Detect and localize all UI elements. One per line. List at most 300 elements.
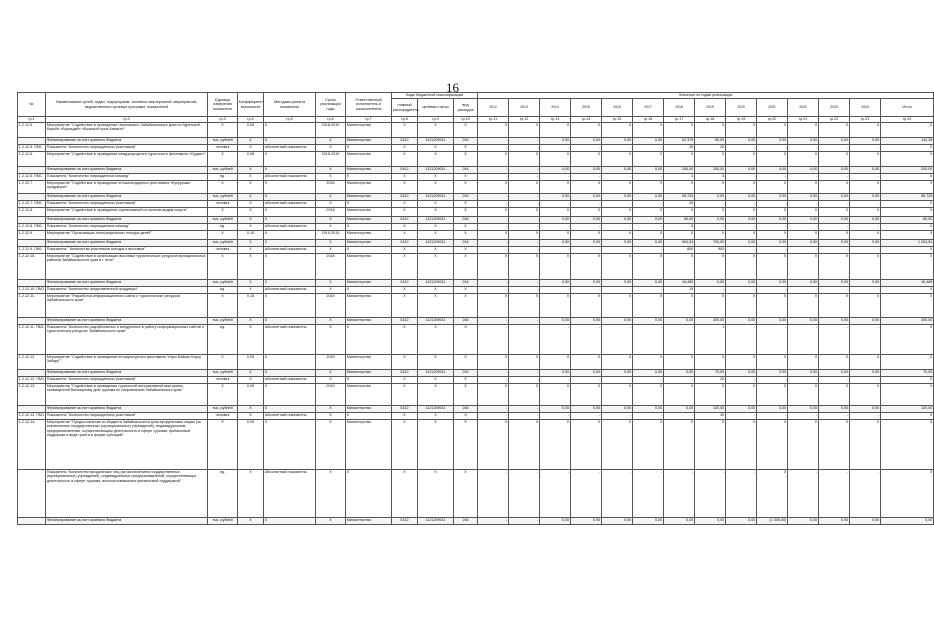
row-coef: X <box>238 174 264 181</box>
row-term: X <box>316 518 346 525</box>
row-name: Мероприятие "Содействие в организации выставки туристических ресурсов муниципальных районов Забайкальского края в г. Чите" <box>46 254 208 280</box>
header-year: 2020 <box>726 99 757 117</box>
row-method: X <box>264 231 316 240</box>
header-num: № <box>18 93 46 117</box>
row-year-value: - <box>819 470 850 518</box>
row-year-value: - <box>633 174 664 181</box>
row-year-value: - <box>788 201 819 208</box>
row-year-value: - <box>478 280 509 287</box>
row-year-value: X <box>478 152 509 167</box>
column-number: гр.1 <box>18 117 46 123</box>
row-year-value: - <box>478 470 509 518</box>
row-name: Финансирование за счет краевого бюджета <box>46 518 208 525</box>
row-year-value: X <box>819 208 850 217</box>
row-year-value: - <box>478 406 509 413</box>
row-year-value: - <box>664 325 695 355</box>
row-year-value: X <box>695 152 726 167</box>
row-year-value: - <box>788 247 819 254</box>
row-year-value: X <box>850 208 881 217</box>
row-number <box>18 138 46 145</box>
row-number <box>18 470 46 518</box>
row-year-value: 0,00 <box>819 167 850 174</box>
row-total: X <box>881 123 934 138</box>
row-year-value: 0,00 <box>602 194 633 201</box>
row-method: Абсолютный показатель <box>264 247 316 254</box>
row-year-value: - <box>788 287 819 294</box>
row-responsible: Министерство <box>346 355 392 370</box>
row-responsible: Министерство <box>346 167 392 174</box>
row-responsible: Министерство <box>346 240 392 247</box>
row-year-value: 0,00 <box>788 217 819 224</box>
column-number: гр.13 <box>540 117 571 123</box>
row-year-value: 0,00 <box>540 217 571 224</box>
row-method: Абсолютный показатель <box>264 201 316 208</box>
row-year-value: X <box>819 420 850 470</box>
row-coef: X <box>238 413 264 420</box>
row-number: 1.2.12.12. ПМ1 <box>18 377 46 384</box>
row-year-value: - <box>540 287 571 294</box>
row-kbk: X <box>454 208 478 217</box>
row-year-value: - <box>850 470 881 518</box>
row-year-value: X <box>602 420 633 470</box>
row-method: X <box>264 294 316 318</box>
row-year-value: X <box>788 123 819 138</box>
row-year-value: X <box>540 420 571 470</box>
column-number: гр.22 <box>819 117 850 123</box>
row-year-value: X <box>819 181 850 194</box>
financing-row <box>18 280 934 287</box>
table-header <box>18 93 934 123</box>
row-method: X <box>264 217 316 224</box>
row-year-value: - <box>571 247 602 254</box>
row-year-value: X <box>695 181 726 194</box>
row-year-value: - <box>571 224 602 231</box>
row-method: X <box>264 254 316 280</box>
row-unit: ед. <box>208 470 238 518</box>
column-number: гр.14 <box>571 117 602 123</box>
row-year-value: - <box>602 470 633 518</box>
row-year-value: - <box>509 413 540 420</box>
row-year-value: - <box>540 325 571 355</box>
row-year-value: X <box>850 152 881 167</box>
row-term: X <box>316 318 346 325</box>
row-kbk: 0412 <box>392 370 418 377</box>
row-year-value: - <box>540 470 571 518</box>
indicator-row <box>18 224 934 231</box>
column-number: гр.17 <box>664 117 695 123</box>
row-year-value: 0,00 <box>757 280 788 287</box>
row-number: 1.2.12.12. <box>18 355 46 370</box>
row-year-value: X <box>571 208 602 217</box>
row-kbk: X <box>392 287 418 294</box>
row-year-value: 0,00 <box>633 406 664 413</box>
row-year-value: X <box>726 384 757 406</box>
header-year: 2013 <box>509 99 540 117</box>
row-number: 1.2.12.5. ПМ1 <box>18 145 46 152</box>
program-table <box>17 92 934 525</box>
header-year: 2015 <box>571 99 602 117</box>
indicator-row <box>18 247 934 254</box>
row-year-value: - <box>757 224 788 231</box>
row-year-value: X <box>850 355 881 370</box>
header-method: Методика расчета показателя <box>264 93 316 117</box>
row-responsible: Министерство <box>346 384 392 406</box>
row-year-value: - <box>726 201 757 208</box>
row-year-value: X <box>726 420 757 470</box>
row-year-value: 30 <box>664 145 695 152</box>
row-year-value: - <box>571 325 602 355</box>
financing-row <box>18 406 934 413</box>
row-year-value: - <box>602 377 633 384</box>
row-kbk: X <box>454 247 478 254</box>
row-year-value: 0,00 <box>695 518 726 525</box>
row-kbk: X <box>418 325 454 355</box>
row-year-value: 30 <box>695 413 726 420</box>
row-year-value: - <box>478 201 509 208</box>
row-responsible: Министерство <box>346 217 392 224</box>
row-year-value: - <box>478 325 509 355</box>
row-kbk: X <box>454 224 478 231</box>
row-responsible: Министерство <box>346 138 392 145</box>
row-year-value: X <box>757 420 788 470</box>
row-number: 1.2.12.9. <box>18 231 46 240</box>
row-coef: X <box>238 208 264 217</box>
row-method: X <box>264 123 316 138</box>
row-coef: X <box>238 318 264 325</box>
row-year-value: - <box>478 247 509 254</box>
row-total: X <box>881 294 934 318</box>
row-kbk: X <box>392 123 418 138</box>
row-year-value: - <box>478 413 509 420</box>
row-number: 1.2.12.9. ПМ1 <box>18 247 46 254</box>
row-number <box>18 370 46 377</box>
row-year-value: 0,00 <box>757 194 788 201</box>
column-number: гр.12 <box>509 117 540 123</box>
row-year-value: - <box>571 201 602 208</box>
row-year-value: 0,00 <box>788 167 819 174</box>
row-coef: X <box>238 377 264 384</box>
row-kbk: 244 <box>454 217 478 224</box>
financing-row <box>18 318 934 325</box>
row-total: 80,00 <box>881 217 934 224</box>
header-kbk-0: главный распорядитель <box>392 99 418 117</box>
row-year-value: 0,00 <box>726 217 757 224</box>
row-unit: X <box>208 152 238 167</box>
row-year-value: - <box>509 280 540 287</box>
row-year-value: X <box>478 123 509 138</box>
row-year-value: X <box>757 355 788 370</box>
row-name: Финансирование за счет краевого бюджета <box>46 217 208 224</box>
row-year-value: 0,00 <box>602 318 633 325</box>
row-year-value: - <box>788 377 819 384</box>
row-year-value: 0,00 <box>571 370 602 377</box>
row-year-value: 0,00 <box>540 280 571 287</box>
row-kbk: X <box>392 145 418 152</box>
row-year-value: 300,00 <box>695 318 726 325</box>
row-year-value: X <box>540 294 571 318</box>
column-number: гр.20 <box>757 117 788 123</box>
row-kbk: X <box>418 123 454 138</box>
row-coef: 0,05 <box>238 384 264 406</box>
row-responsible: Министерство <box>346 208 392 217</box>
row-year-value: - <box>819 325 850 355</box>
row-unit: X <box>208 420 238 470</box>
row-year-value: - <box>509 240 540 247</box>
row-year-value: 0,00 <box>850 167 881 174</box>
row-kbk: X <box>392 325 418 355</box>
row-term: X <box>316 224 346 231</box>
row-year-value: - <box>819 201 850 208</box>
row-name: Показатель " Количество участников поездок и выставок" <box>46 247 208 254</box>
row-year-value: X <box>478 294 509 318</box>
row-year-value: 0,00 <box>819 240 850 247</box>
row-coef: X <box>238 240 264 247</box>
row-number <box>18 280 46 287</box>
row-year-value: 0,00 <box>540 406 571 413</box>
row-year-value: 0,00 <box>819 280 850 287</box>
row-year-value: - <box>633 470 664 518</box>
row-year-value: - <box>509 174 540 181</box>
row-term: 2018-2019 <box>316 123 346 138</box>
row-total: 70,00 <box>881 370 934 377</box>
row-name: Мероприятие "Содействие в проведении этнокультурного фестиваля "Игры Байкал Баргу Забару"" <box>46 355 208 370</box>
row-year-value: X <box>571 181 602 194</box>
row-year-value: 5 <box>757 470 788 518</box>
indicator-row <box>18 470 934 518</box>
row-year-value: - <box>819 224 850 231</box>
row-year-value: X <box>602 384 633 406</box>
row-year-value: X <box>509 123 540 138</box>
row-year-value: - <box>850 325 881 355</box>
row-year-value: - <box>819 174 850 181</box>
row-year-value: - <box>540 377 571 384</box>
row-term: X <box>316 145 346 152</box>
row-year-value: X <box>726 181 757 194</box>
row-year-value: X <box>478 231 509 240</box>
indicator-row <box>18 377 934 384</box>
row-year-value: X <box>850 420 881 470</box>
row-total: 200,00 <box>881 167 934 174</box>
row-year-value: X <box>602 208 633 217</box>
row-term: X <box>316 370 346 377</box>
measure-row <box>18 420 934 470</box>
measure-row <box>18 208 934 217</box>
row-total: 16,465 <box>881 280 934 287</box>
row-kbk: X <box>454 420 478 470</box>
row-kbk: X <box>418 377 454 384</box>
row-responsible: X <box>346 287 392 294</box>
row-year-value: - <box>478 138 509 145</box>
row-kbk: X <box>392 413 418 420</box>
measure-row <box>18 231 934 240</box>
row-unit: ед. <box>208 325 238 355</box>
row-year-value: 0,00 <box>726 280 757 287</box>
row-kbk: 0412 <box>392 318 418 325</box>
header-year: 2023 <box>819 99 850 117</box>
row-year-value: X <box>571 355 602 370</box>
row-year-value: - <box>540 413 571 420</box>
row-year-value: 0,00 <box>664 406 695 413</box>
row-year-value: 0,00 <box>540 370 571 377</box>
row-method: Абсолютный показатель <box>264 413 316 420</box>
header-year: 2012 <box>478 99 509 117</box>
row-name: Мероприятие "Содействие в проведении туристской интерактивной викторины, посвященной Всемирному дню туризма по направлению Забайкальского края" <box>46 384 208 406</box>
row-year-value: 0,00 <box>726 518 757 525</box>
row-year-value: X <box>478 254 509 280</box>
row-year-value: X <box>633 152 664 167</box>
row-year-value: X <box>819 123 850 138</box>
row-year-value: X <box>695 420 726 470</box>
row-year-value: - <box>819 247 850 254</box>
row-year-value: X <box>664 123 695 138</box>
row-kbk: X <box>454 201 478 208</box>
row-year-value: X <box>478 181 509 194</box>
row-name: Мероприятие "Содействие в проведении этнокалендарного фестиваля «Кукурушке продукция»" <box>46 181 208 194</box>
row-method: X <box>264 181 316 194</box>
header-term: Сроки реализации годы <box>316 93 346 117</box>
row-number: 1.2.12.8. <box>18 208 46 217</box>
row-year-value: - <box>509 247 540 254</box>
row-year-value: 0,00 <box>602 518 633 525</box>
row-kbk: X <box>454 470 478 518</box>
row-year-value: 96,725 <box>664 194 695 201</box>
row-total: X <box>881 152 934 167</box>
row-coef: X <box>238 406 264 413</box>
row-year-value: 25 <box>664 201 695 208</box>
row-year-value: X <box>850 384 881 406</box>
row-kbk: X <box>418 294 454 318</box>
row-coef: X <box>238 145 264 152</box>
row-unit: тыс. рублей <box>208 318 238 325</box>
row-number: 1.2.12.13. ПМ1 <box>18 413 46 420</box>
row-year-value: - <box>478 287 509 294</box>
row-year-value: 0,00 <box>757 370 788 377</box>
row-kbk: X <box>454 413 478 420</box>
table-body <box>18 123 934 525</box>
row-total: X <box>881 208 934 217</box>
row-year-value: X <box>602 231 633 240</box>
row-term: X <box>316 420 346 470</box>
row-total: X <box>881 231 934 240</box>
row-kbk: X <box>418 174 454 181</box>
row-kbk: 1121209011 <box>418 240 454 247</box>
header-unit: Единица измерения показателя <box>208 93 238 117</box>
row-year-value: X <box>571 294 602 318</box>
indicator-row <box>18 413 934 420</box>
row-year-value: X <box>757 254 788 280</box>
row-year-value: X <box>850 254 881 280</box>
header-year: 2016 <box>602 99 633 117</box>
row-coef: X <box>238 247 264 254</box>
row-year-value: - <box>757 377 788 384</box>
row-number: 1.2.12.5. <box>18 123 46 138</box>
row-responsible: X <box>346 247 392 254</box>
row-total: X <box>881 254 934 280</box>
row-term: X <box>316 406 346 413</box>
row-year-value: X <box>819 152 850 167</box>
row-kbk: X <box>418 287 454 294</box>
row-year-value: X <box>695 355 726 370</box>
row-year-value: 0,00 <box>726 240 757 247</box>
row-unit: человек <box>208 413 238 420</box>
row-year-value: 0,00 <box>633 318 664 325</box>
financing-row <box>18 138 934 145</box>
column-number: гр.18 <box>695 117 726 123</box>
row-total: X <box>881 420 934 470</box>
row-kbk: X <box>392 420 418 470</box>
row-year-value: - <box>788 145 819 152</box>
row-year-value: - <box>726 377 757 384</box>
row-year-value: 0,00 <box>633 370 664 377</box>
row-year-value: 0,00 <box>571 194 602 201</box>
row-year-value: - <box>571 470 602 518</box>
row-year-value: - <box>695 201 726 208</box>
row-method: Абсолютный показатель <box>264 224 316 231</box>
row-year-value: - <box>478 145 509 152</box>
row-year-value: - <box>478 370 509 377</box>
row-year-value: - <box>757 145 788 152</box>
row-term: 2019 <box>316 384 346 406</box>
row-year-value: - <box>509 318 540 325</box>
row-year-value: 5 <box>664 224 695 231</box>
row-year-value: X <box>726 294 757 318</box>
row-year-value: - <box>509 518 540 525</box>
measure-row <box>18 355 934 370</box>
row-year-value: 20 <box>695 377 726 384</box>
row-kbk: X <box>454 377 478 384</box>
row-number: 1.2.12.6. <box>18 152 46 167</box>
row-year-value: - <box>726 224 757 231</box>
row-year-value: - <box>509 325 540 355</box>
row-year-value: 16,465 <box>664 280 695 287</box>
row-responsible: Министерство <box>346 420 392 470</box>
column-number: гр.3 <box>208 117 238 123</box>
row-coef: X <box>238 167 264 174</box>
row-year-value: X <box>695 208 726 217</box>
row-year-value: - <box>478 174 509 181</box>
row-year-value: - <box>478 224 509 231</box>
row-year-value: X <box>509 208 540 217</box>
row-year-value: 0,00 <box>540 194 571 201</box>
row-kbk: X <box>418 247 454 254</box>
row-name: Мероприятие "Содействие в проведении соревнований по конным видам спорта" <box>46 208 208 217</box>
row-kbk: X <box>392 181 418 194</box>
row-year-value: 800 <box>664 247 695 254</box>
row-year-value: - <box>850 174 881 181</box>
row-number: 1.2.12.11. ПМ1 <box>18 325 46 355</box>
row-year-value: 0,00 <box>850 280 881 287</box>
row-year-value: - <box>633 224 664 231</box>
row-method: X <box>264 355 316 370</box>
financing-row <box>18 194 934 201</box>
row-year-value: - <box>633 201 664 208</box>
row-method: Абсолютный показатель <box>264 470 316 518</box>
row-term: X <box>316 240 346 247</box>
row-coef: X <box>238 325 264 355</box>
row-year-value: 0,00 <box>540 318 571 325</box>
row-responsible: X <box>346 377 392 384</box>
row-year-value: X <box>850 181 881 194</box>
row-year-value: 0,00 <box>633 138 664 145</box>
header-year: 2022 <box>788 99 819 117</box>
row-year-value: 0,00 <box>850 518 881 525</box>
row-responsible: X <box>346 201 392 208</box>
row-year-value: X <box>695 231 726 240</box>
row-year-value: X <box>540 254 571 280</box>
row-unit: тыс. рублей <box>208 406 238 413</box>
row-kbk: 0412 <box>392 406 418 413</box>
row-unit: тыс. рублей <box>208 280 238 287</box>
